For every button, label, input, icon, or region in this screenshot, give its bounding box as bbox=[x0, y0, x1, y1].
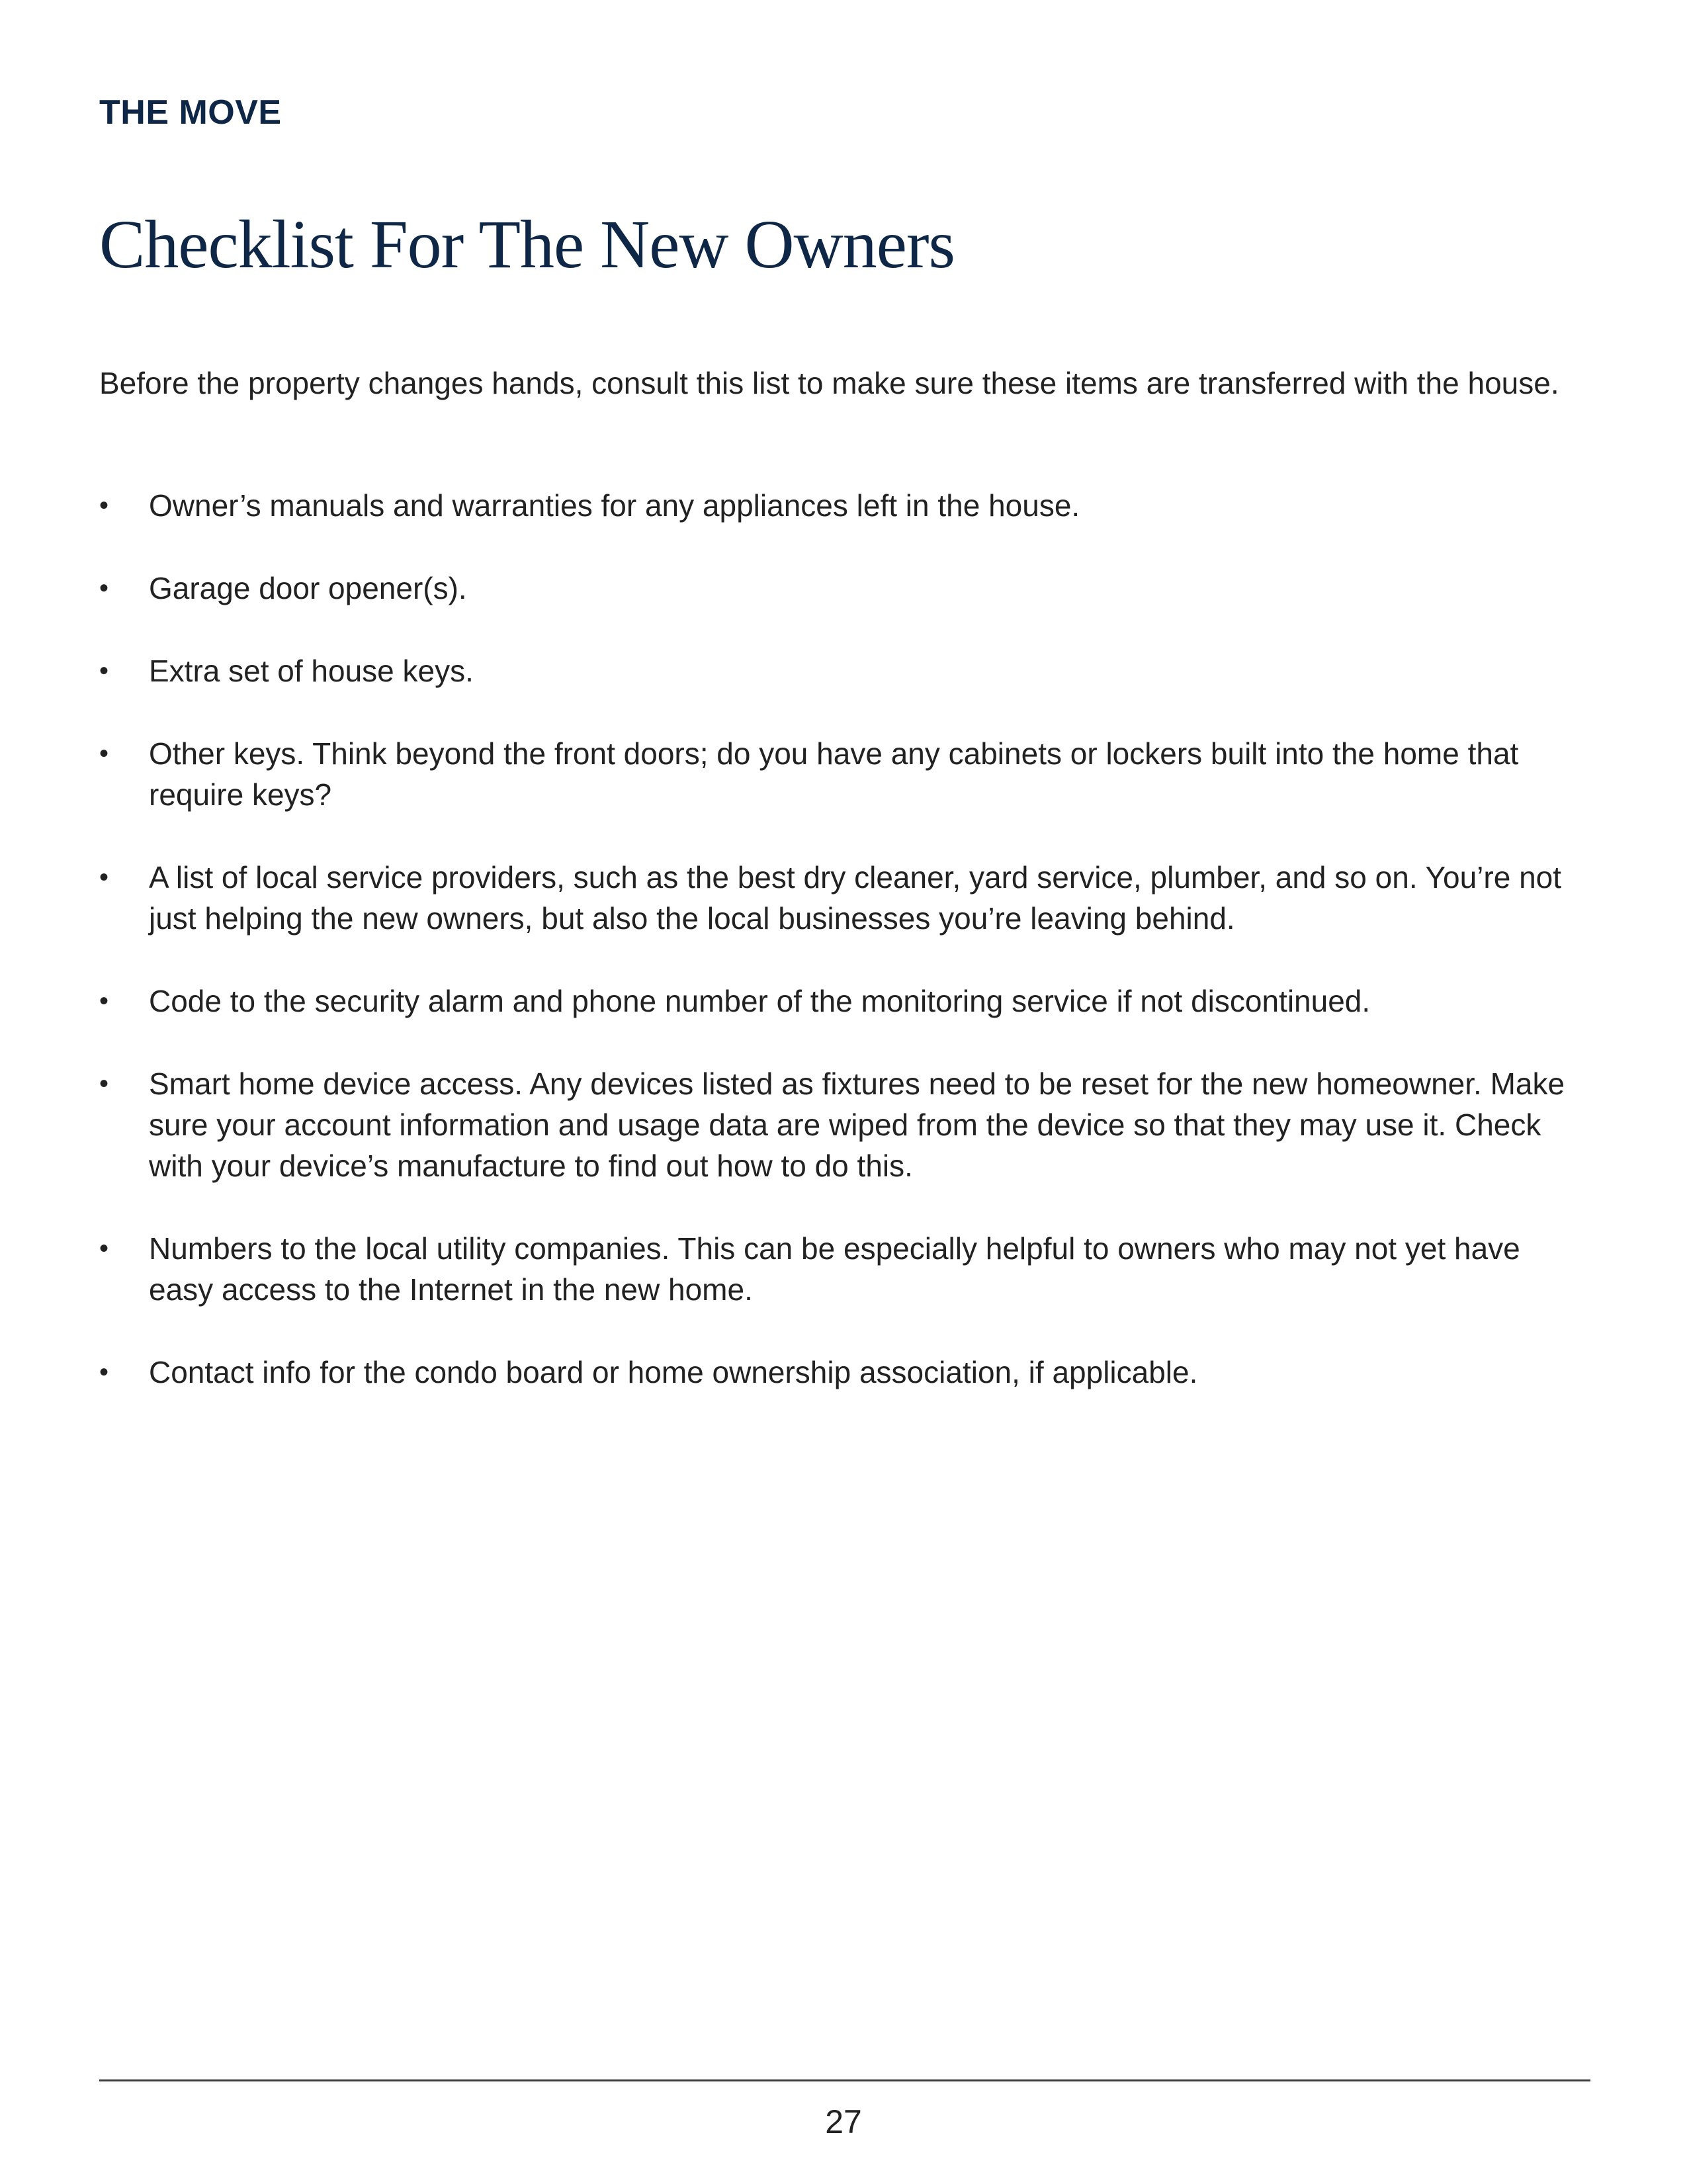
checklist-item-text: Contact info for the condo board or home ownership association, if applicable. bbox=[149, 1355, 1198, 1389]
bullet-icon: • bbox=[99, 656, 109, 685]
checklist-item-text: Smart home device access. Any devices listed as fixtures need to be reset for the new homeowner. Make sure your account information and usage data are wiped from the device so that they may use it. Check with your device’s manufacture to find out how to do this. bbox=[149, 1067, 1565, 1183]
checklist-item bbox=[99, 568, 1588, 609]
checklist-item bbox=[99, 1063, 1588, 1186]
section-label: THE MOVE bbox=[99, 93, 282, 132]
bullet-icon: • bbox=[99, 574, 109, 603]
checklist-item-text: Other keys. Think beyond the front doors; do you have any cabinets or lockers built into the home that require keys? bbox=[149, 736, 1519, 812]
checklist-item-text: Code to the security alarm and phone number of the monitoring service if not discontinued. bbox=[149, 984, 1371, 1018]
intro-paragraph: Before the property changes hands, consult this list to make sure these items are transferred with the house. bbox=[99, 366, 1559, 400]
bullet-icon: • bbox=[99, 1358, 109, 1387]
bullet-icon: • bbox=[99, 986, 109, 1016]
page-title: Checklist For The New Owners bbox=[99, 206, 955, 283]
checklist-item-text: Extra set of house keys. bbox=[149, 654, 474, 688]
bullet-icon: • bbox=[99, 1069, 109, 1098]
checklist-item bbox=[99, 733, 1588, 815]
footer-divider bbox=[99, 2079, 1590, 2081]
checklist bbox=[99, 485, 1588, 1434]
bullet-icon: • bbox=[99, 863, 109, 892]
page-number: 27 bbox=[825, 2103, 862, 2140]
bullet-icon: • bbox=[99, 739, 109, 768]
checklist-item bbox=[99, 1228, 1588, 1310]
checklist-item bbox=[99, 650, 1588, 691]
bullet-icon: • bbox=[99, 1234, 109, 1263]
checklist-item bbox=[99, 857, 1588, 939]
checklist-item-text: Numbers to the local utility companies. This can be especially helpful to owners who may not yet have easy access to the Internet in the new home. bbox=[149, 1231, 1520, 1307]
checklist-item bbox=[99, 1352, 1588, 1393]
checklist-item bbox=[99, 485, 1588, 526]
checklist-item-text: Garage door opener(s). bbox=[149, 571, 467, 605]
checklist-item-text: Owner’s manuals and warranties for any appliances left in the house. bbox=[149, 488, 1080, 523]
checklist-item-text: A list of local service providers, such as the best dry cleaner, yard service, plumber, and so on. You’re not just helping the new owners, but also the local businesses you’re leaving behind. bbox=[149, 860, 1562, 936]
checklist-item bbox=[99, 981, 1588, 1022]
bullet-icon: • bbox=[99, 491, 109, 520]
